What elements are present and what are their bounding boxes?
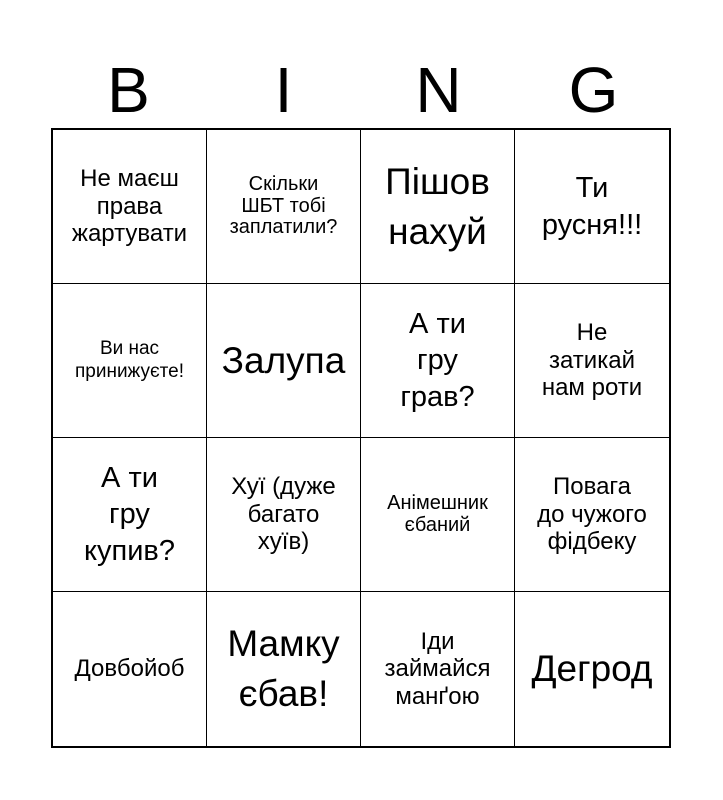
cell-text: Не маєш права жартувати xyxy=(71,165,188,248)
bingo-cell[interactable] xyxy=(361,438,515,592)
cell-text: Хуї (дуже багато хуїв) xyxy=(231,473,336,556)
bingo-cell[interactable] xyxy=(53,130,207,284)
bingo-cell[interactable] xyxy=(515,284,669,438)
cell-text: Довбойоб xyxy=(74,655,185,683)
cell-text: А ти гру грав? xyxy=(400,308,475,413)
bingo-cell[interactable] xyxy=(207,438,361,592)
bingo-cell[interactable] xyxy=(53,438,207,592)
bingo-cell[interactable] xyxy=(207,284,361,438)
bingo-cell[interactable] xyxy=(207,130,361,284)
bingo-cell[interactable] xyxy=(53,284,207,438)
cell-text: Іди займайся манґою xyxy=(384,627,491,710)
bingo-cell[interactable] xyxy=(207,592,361,746)
header-letter-g: G xyxy=(568,54,619,126)
cell-text: Залупа xyxy=(221,339,346,381)
cell-text: Анімешник єбаний xyxy=(387,491,488,536)
cell-text: Скільки ШБТ тобі заплатили? xyxy=(229,173,338,239)
cell-text: Дегрод xyxy=(531,648,653,690)
cell-text: Ви нас принижуєте! xyxy=(74,337,185,382)
cell-text: Мамку єбав! xyxy=(227,623,340,714)
bingo-cell[interactable] xyxy=(361,130,515,284)
bingo-cell[interactable] xyxy=(361,592,515,746)
cell-text: Ти русня!!! xyxy=(541,172,643,241)
bingo-board xyxy=(51,128,671,748)
cell-text: Пішов нахуй xyxy=(385,160,490,252)
bingo-cell[interactable] xyxy=(515,438,669,592)
header-letter-i: I xyxy=(274,54,293,126)
cell-text: Не затикай нам роти xyxy=(541,319,643,402)
bingo-cell[interactable] xyxy=(53,592,207,746)
cell-text: А ти гру купив? xyxy=(84,462,175,567)
bingo-cell[interactable] xyxy=(515,592,669,746)
bingo-cell[interactable] xyxy=(361,284,515,438)
bingo-cell[interactable] xyxy=(515,130,669,284)
bingo-header xyxy=(51,52,671,128)
cell-text: Повага до чужого фідбеку xyxy=(537,473,647,556)
header-letter-n: N xyxy=(415,54,462,126)
header-letter-b: B xyxy=(107,54,150,126)
